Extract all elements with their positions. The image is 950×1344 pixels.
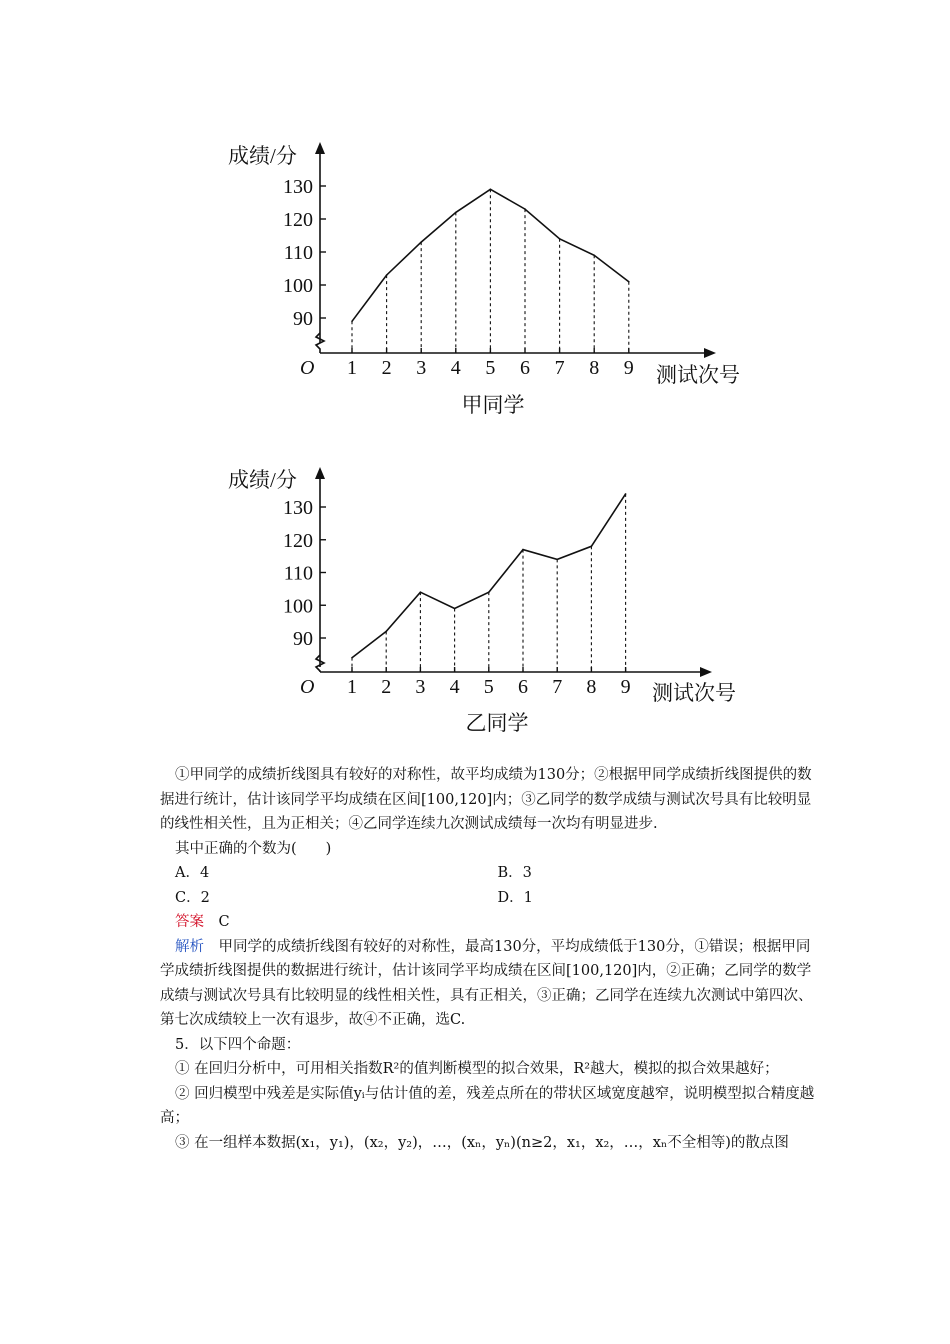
x-tick-label: 6 xyxy=(520,357,530,379)
x-axis-arrow xyxy=(704,348,716,358)
x-tick-label: 9 xyxy=(620,676,631,698)
x-tick-label: 6 xyxy=(518,676,528,698)
chart-title: 乙同学 xyxy=(465,711,529,735)
analysis-paragraph xyxy=(160,935,820,1033)
answer-value: C xyxy=(218,914,230,930)
y-tick-label: 100 xyxy=(283,275,313,297)
x-tick-label: 2 xyxy=(381,357,392,379)
question-statements: ①甲同学的成绩折线图具有较好的对称性，故平均成绩为130分；②根据甲同学成绩折线图提供的数据进行统计，估计该同学平均成绩在区间[100,120]内；③乙同学的数学成绩与测试次号具有比较明显的线性相关性，且为正相关；④乙同学连续九次测试成绩每一次均有明显进步. xyxy=(160,767,812,832)
x-tick-label: 7 xyxy=(552,676,563,698)
analysis-text: 甲同学的成绩折线图有较好的对称性，最高130分，平均成绩低于130分，①错误；根据甲同学成绩折线图提供的数据进行统计，估计该同学平均成绩在区间[100,120]内，②正确；乙同学的数学成绩与测试次号具有比较明显的线性相关性，具有正相关，③正确；乙同学在连续九次测试中第四次、第七次成绩较上一次有退步，故④不正确，选C. xyxy=(160,938,813,1028)
next-question-item-2: ② 回归模型中残差是实际值yᵢ与估计值的差，残差点所在的带状区域宽度越窄，说明模型拟合精度越高； xyxy=(160,1085,815,1126)
y-tick-label: 100 xyxy=(283,595,313,618)
x-tick-label: 3 xyxy=(416,357,427,379)
next-question-item-1: ① 在回归分析中，可用相关指数R²的值判断模型的拟合效果，R²越大，模拟的拟合效果越好； xyxy=(175,1061,779,1077)
x-tick-label: 8 xyxy=(586,676,597,698)
option-a: A．4 xyxy=(175,865,210,881)
option-d: D．1 xyxy=(497,889,533,906)
y-tick-label: 130 xyxy=(283,497,313,519)
x-tick-label: 4 xyxy=(449,676,460,698)
answer-line xyxy=(160,910,820,935)
x-tick-label: 8 xyxy=(589,357,600,379)
next-question-item-3: ③ 在一组样本数据(x₁，y₁)，(x₂，y₂)，…，(xₙ，yₙ)(n≥2，x₁，x₂，…，xₙ不全相等)的散点图 xyxy=(175,1134,789,1151)
x-tick-label: 1 xyxy=(347,676,357,698)
y-tick-label: 110 xyxy=(283,562,313,585)
analysis-label: 解析 xyxy=(175,938,204,955)
chart-jia xyxy=(0,130,950,430)
answer-label: 答案 xyxy=(175,914,204,930)
y-axis-arrow xyxy=(315,142,325,154)
y-tick-label: 120 xyxy=(283,209,313,231)
next-question-title: 5．以下四个命题： xyxy=(175,1036,301,1053)
x-tick-label: 2 xyxy=(381,676,392,698)
y-tick-label: 130 xyxy=(283,176,313,198)
chart-jia-svg xyxy=(0,130,950,430)
chart-yi-svg xyxy=(0,455,950,755)
chart-yi xyxy=(0,455,950,755)
chart-title: 甲同学 xyxy=(461,393,525,417)
y-axis-label: 成绩/分 xyxy=(228,144,297,168)
x-axis-arrow xyxy=(700,667,712,677)
question-prompt: 其中正确的个数为( ) xyxy=(175,840,332,857)
x-axis-label: 测试次号 xyxy=(652,681,736,705)
x-tick-label: 9 xyxy=(623,357,634,379)
y-axis-label: 成绩/分 xyxy=(228,468,297,492)
options-row-2 xyxy=(160,886,820,911)
x-tick-label: 7 xyxy=(554,357,565,379)
x-tick-label: 5 xyxy=(485,357,496,379)
option-c: C．2 xyxy=(175,889,210,906)
origin-label: O xyxy=(300,357,315,379)
question-block xyxy=(160,763,820,1155)
y-tick-label: 120 xyxy=(283,529,313,552)
x-axis-label: 测试次号 xyxy=(656,363,740,387)
y-tick-label: 110 xyxy=(283,242,313,264)
x-tick-label: 3 xyxy=(415,676,426,698)
y-tick-label: 90 xyxy=(293,628,313,650)
x-tick-label: 4 xyxy=(450,357,461,379)
options-row-1 xyxy=(160,861,820,886)
y-axis-arrow xyxy=(315,467,325,479)
x-tick-label: 1 xyxy=(347,357,357,379)
y-tick-label: 90 xyxy=(293,308,313,330)
x-tick-label: 5 xyxy=(483,676,494,698)
series-line xyxy=(352,494,626,658)
option-b: B．3 xyxy=(497,865,532,881)
origin-label: O xyxy=(300,676,315,698)
